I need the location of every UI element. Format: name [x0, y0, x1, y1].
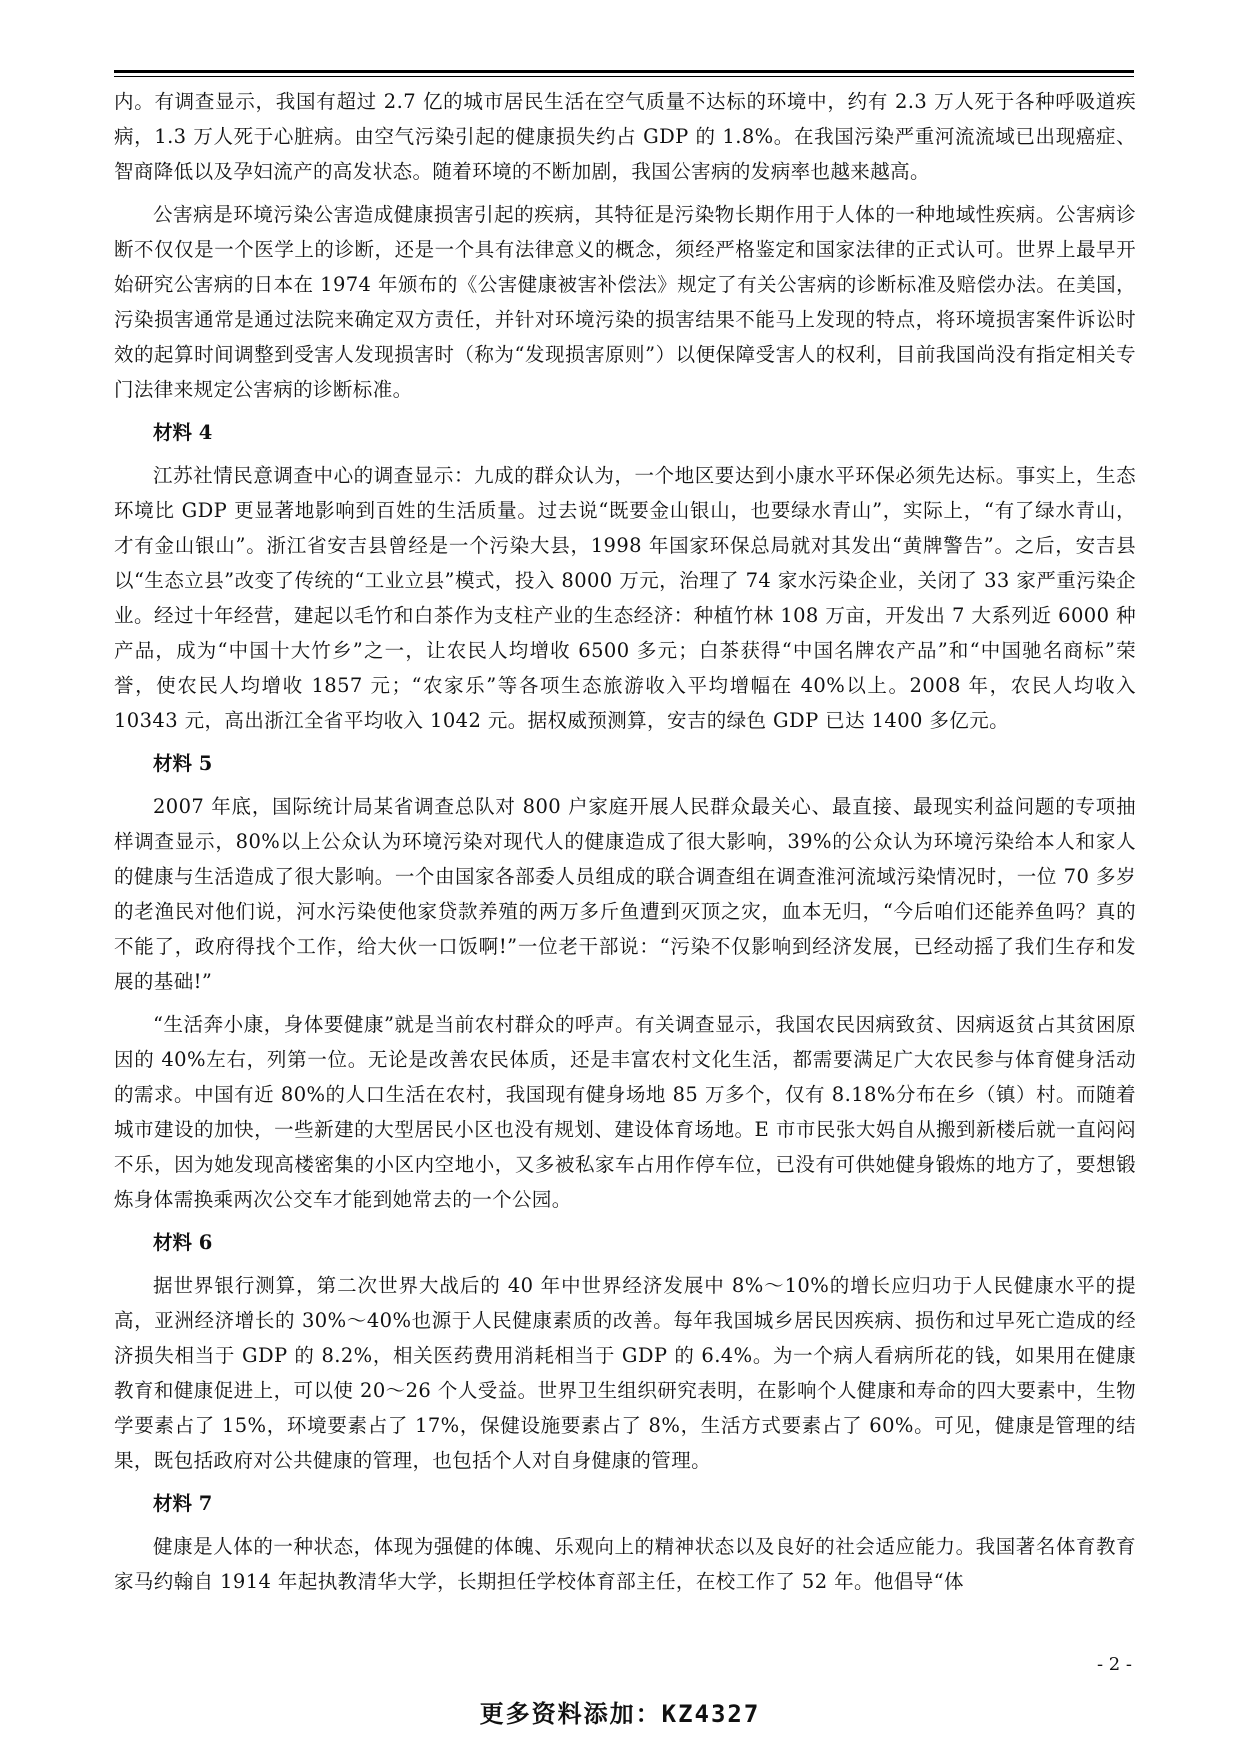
document-body: [114, 84, 1136, 1607]
section-heading: 材料 7: [153, 1492, 213, 1515]
header-rule-thick: [114, 70, 1134, 73]
section-heading: 材料 4: [153, 421, 213, 444]
header-rule-thin: [114, 76, 1134, 77]
paragraph: “生活奔小康，身体要健康”就是当前农村群众的呼声。有关调查显示，我国农民因病致贫、因病返贫占其贫困原因的 40%左右，列第一位。无论是改善农民体质，还是丰富农村文化生活，都需要满足广大农民参与体育健身活动的需求。中国有近 80%的人口生活在农村，我国现有健身场地 85 万多个，仅有 8.18%分布在乡（镇）村。而随着城市建设的加快，一些新建的大型居民小区也没有规划、建设体育场地。E 市市民张大妈自从搬到新楼后就一直闷闷不乐，因为她发现高楼密集的小区内空地小，又多被私家车占用作停车位，已没有可供她健身锻炼的地方了，要想锻炼身体需换乘两次公交车才能到她常去的一个公园。: [114, 1013, 1136, 1211]
paragraph: 健康是人体的一种状态，体现为强健的体魄、乐观向上的精神状态以及良好的社会适应能力。我国著名体育教育家马约翰自 1914 年起执教清华大学，长期担任学校体育部主任，在校工作了 52 年。他倡导“体: [114, 1535, 1136, 1593]
paragraph: 2007 年底，国际统计局某省调查总队对 800 户家庭开展人民群众最关心、最直接、最现实利益问题的专项抽样调查显示，80%以上公众认为环境污染对现代人的健康造成了很大影响，39%的公众认为环境污染给本人和家人的健康与生活造成了很大影响。一个由国家各部委人员组成的联合调查组在调查淮河流域污染情况时，一位 70 多岁的老渔民对他们说，河水污染使他家贷款养殖的两万多斤鱼遭到灭顶之灾，血本无归，“今后咱们还能养鱼吗？真的不能了，政府得找个工作，给大伙一口饭啊!”一位老干部说：“污染不仅影响到经济发展，已经动摇了我们生存和发展的基础!”: [114, 795, 1136, 993]
paragraph: 江苏社情民意调查中心的调查显示：九成的群众认为，一个地区要达到小康水平环保必须先达标。事实上，生态环境比 GDP 更显著地影响到百姓的生活质量。过去说“既要金山银山，也要绿水青山”，实际上，“有了绿水青山，才有金山银山”。浙江省安吉县曾经是一个污染大县，1998 年国家环保总局就对其发出“黄牌警告”。之后，安吉县以“生态立县”改变了传统的“工业立县”模式，投入 8000 万元，治理了 74 家水污染企业，关闭了 33 家严重污染企业。经过十年经营，建起以毛竹和白茶作为支柱产业的生态经济：种植竹林 108 万亩，开发出 7 大系列近 6000 种产品，成为“中国十大竹乡”之一，让农民人均增收 6500 多元；白茶获得“中国名牌农产品”和“中国驰名商标”荣誉，使农民人均增收 1857 元；“农家乐”等各项生态旅游收入平均增幅在 40%以上。2008 年，农民人均收入 10343 元，高出浙江全省平均收入 1042 元。据权威预测算，安吉的绿色 GDP 已达 1400 多亿元。: [114, 464, 1136, 732]
section-heading: 材料 6: [153, 1231, 213, 1254]
section-heading: 材料 5: [153, 752, 213, 775]
paragraph: 公害病是环境污染公害造成健康损害引起的疾病，其特征是污染物长期作用于人体的一种地域性疾病。公害病诊断不仅仅是一个医学上的诊断，还是一个具有法律意义的概念，须经严格鉴定和国家法律的正式认可。世界上最早开始研究公害病的日本在 1974 年颁布的《公害健康被害补偿法》规定了有关公害病的诊断标准及赔偿办法。在美国，污染损害通常是通过法院来确定双方责任，并针对环境污染的损害结果不能马上发现的特点，将环境损害案件诉讼时效的起算时间调整到受害人发现损害时（称为“发现损害原则”）以便保障受害人的权利，目前我国尚没有指定相关专门法律来规定公害病的诊断标准。: [114, 203, 1136, 401]
page-number: - 2 -: [1096, 1654, 1132, 1675]
footer-note: 更多资料添加：KZ4327: [479, 1700, 761, 1728]
paragraph: 内。有调查显示，我国有超过 2.7 亿的城市居民生活在空气质量不达标的环境中，约有 2.3 万人死于各种呼吸道疾病，1.3 万人死于心脏病。由空气污染引起的健康损失约占 GDP 的 1.8%。在我国污染严重河流流域已出现癌症、智商降低以及孕妇流产的高发状态。随着环境的不断加剧，我国公害病的发病率也越来越高。: [114, 90, 1136, 183]
paragraph: 据世界银行测算，第二次世界大战后的 40 年中世界经济发展中 8%～10%的增长应归功于人民健康水平的提高，亚洲经济增长的 30%～40%也源于人民健康素质的改善。每年我国城乡居民因疾病、损伤和过早死亡造成的经济损失相当于 GDP 的 8.2%，相关医药费用消耗相当于 GDP 的 6.4%。为一个病人看病所花的钱，如果用在健康教育和健康促进上，可以使 20～26 个人受益。世界卫生组织研究表明，在影响个人健康和寿命的四大要素中，生物学要素占了 15%，环境要素占了 17%，保健设施要素占了 8%，生活方式要素占了 60%。可见，健康是管理的结果，既包括政府对公共健康的管理，也包括个人对自身健康的管理。: [114, 1274, 1136, 1472]
